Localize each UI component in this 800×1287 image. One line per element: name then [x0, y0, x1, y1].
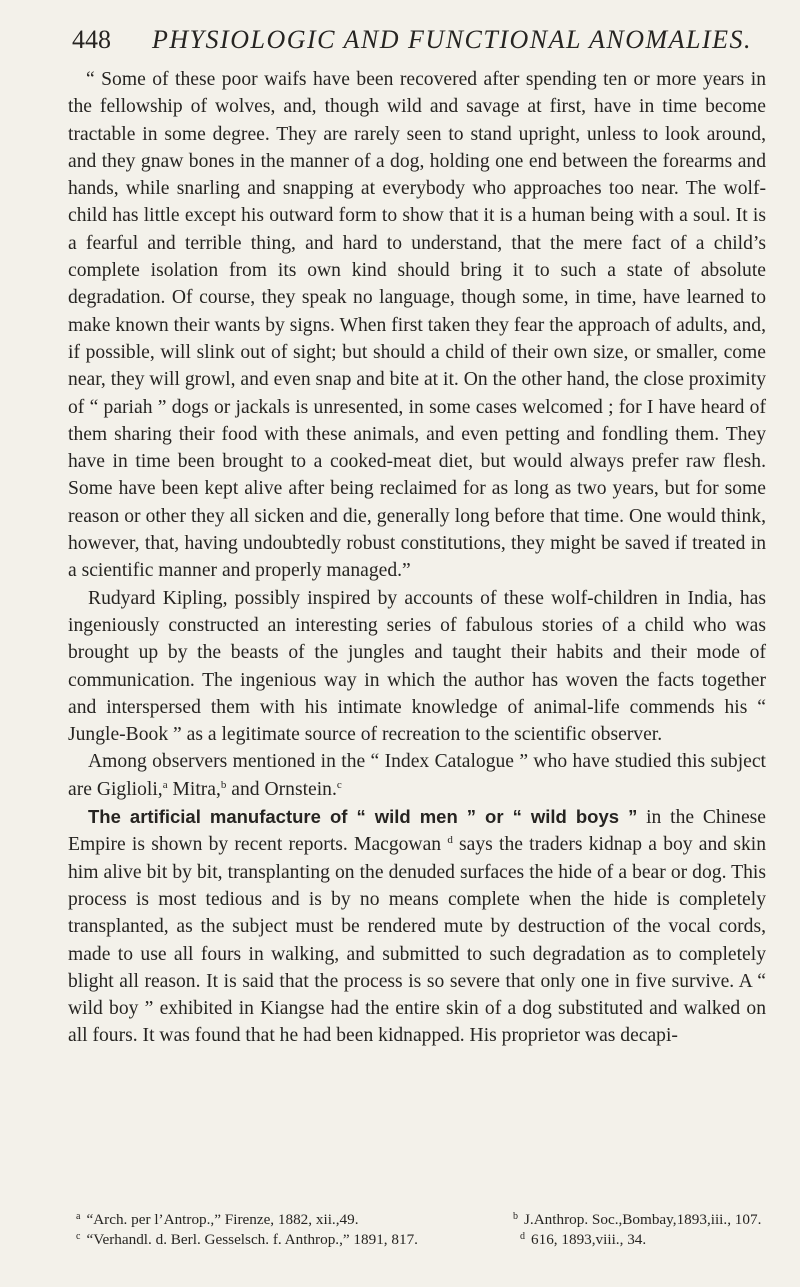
observers-text-b: Mitra,: [167, 778, 221, 800]
footnote-mark-d: d: [520, 1231, 525, 1242]
footnote-text-b: J.Anthrop. Soc.,Bombay,1893,iii., 107.: [524, 1211, 762, 1228]
running-title: PHYSIOLOGIC AND FUNCTIONAL ANOMALIES.: [151, 25, 753, 54]
footnotes: [68, 1207, 766, 1247]
footnote-row: [68, 1227, 766, 1247]
body-text: [68, 66, 766, 1050]
observers-text-a: Among observers mentioned in the “ Index Catalogue ” who have studied this subject are Giglioli,: [68, 751, 766, 800]
footnote-text-c: “Verhandl. d. Berl. Gesselsch. f. Anthrop.,” 1891, 817.: [86, 1231, 418, 1248]
footnote-mark-c: c: [76, 1231, 81, 1242]
footnote-ref-c: c: [336, 778, 342, 791]
wild-boys-text-b: says the traders kidnap a boy and skin him alive bit by bit, transplanting on the denuded surfaces the hide of a bear or dog. This process is most tedious and is by no means complete when the hide is completely transplanted, as the subject must be rendered mute by destruction of the vocal cords, made to use all fours in walking, and submitted to such degradation as to completely blight all reason. It is said that the process is so severe that only one in five survive. A “ wild boy ” exhibited in Kiangse had the entire skin of a dog substituted and walked on all fours. It was found that he had been kidnapped. His proprietor was decapi-: [68, 834, 766, 1047]
footnote-c: [76, 1227, 418, 1250]
footnote-ref-b: b: [220, 778, 227, 791]
paragraph-kipling: Rudyard Kipling, possibly inspired by accounts of these wolf-children in India, has ingeniously constructed an interesting series of fabulous stories of a child who was brought up by the beasts of the jungles and taught their habits and their mode of communication. The ingenious way in which the author has woven the facts together and interspersed them with his intimate knowledge of animal-life commends his “ Jungle-Book ” as a legitimate source of recreation to the scientific observer.: [68, 587, 766, 746]
footnote-mark-a: a: [76, 1211, 81, 1222]
footnote-ref-d: d: [447, 834, 453, 847]
footnote-text-a: “Arch. per l’Antrop.,” Firenze, 1882, xii.,49.: [86, 1211, 359, 1228]
footnote-row: [68, 1207, 766, 1227]
observers-text-c: and Ornstein.: [226, 778, 337, 800]
page-number: 448: [72, 25, 111, 54]
footnote-mark-b: b: [513, 1211, 518, 1222]
paragraph-wild-boys: [68, 803, 766, 1050]
section-heading-inline: The artificial manufacture of “ wild men ” or “ wild boys ”: [88, 806, 638, 828]
footnote-text-d: 616, 1893,viii., 34.: [531, 1231, 647, 1248]
wild-boys-text-a: in the Chinese Empire is shown by recent reports. Macgowan: [68, 807, 766, 856]
paragraph-observers: [68, 748, 766, 803]
footnote-d: [520, 1227, 646, 1250]
running-header: [72, 22, 762, 58]
paragraph-quote: “ Some of these poor waifs have been recovered after spending ten or more years in the fellowship of wolves, and, though wild and savage at first, have in time become tractable in some degree. They are rarely seen to stand upright, unless to look around, and they gnaw bones in the manner of a dog, holding one end between the forearms and hands, while snarling and snapping at everybody who approaches too near. The wolf-child has little except his outward form to show that it is a human being with a soul. It is a fearful and terrible thing, and hard to understand, that the mere fact of a child’s complete isolation from its own kind should bring it to such a state of absolute degradation. Of course, they speak no language, though some, in time, have learned to make known their wants by signs. When first taken they fear the approach of adults, and, if possible, will slink out of sight; but should a child of their own size, or smaller, come near, they will growl, and even snap and bite at it. On the other hand, the close proximity of “ pariah ” dogs or jackals is unresented, in some cases welcomed ; for I have heard of them sharing their food with these animals, and even petting and fondling them. They have in time been brought to a cooked-meat diet, but would always prefer raw flesh. Some have been kept alive after being reclaimed for as long as two years, but for some reason or other they all sicken and die, generally long before that time. One would think, however, that, having undoubtedly robust constitutions, they might be saved if treated in a scientific manner and properly managed.”: [68, 69, 766, 582]
footnote-ref-a: a: [162, 778, 168, 791]
